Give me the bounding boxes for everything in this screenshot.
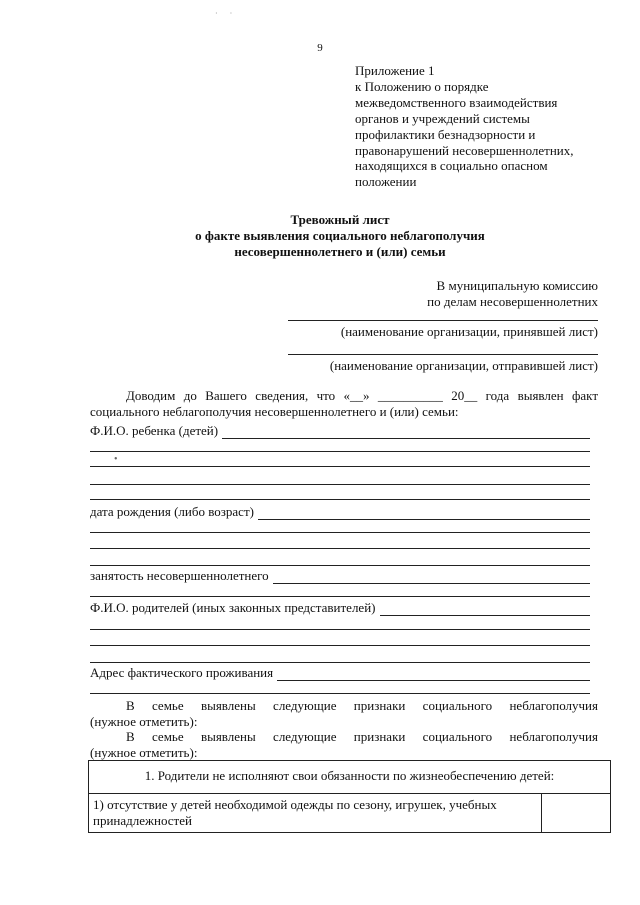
signs-line: В семье выявлены следующие признаки социального неблагополучия [126,698,598,713]
parents-name-label: Ф.И.О. родителей (иных законных представителей) [90,600,376,615]
document-title [80,212,600,260]
title-line: о факте выявления социального неблагополучия [195,228,485,243]
appendix-line: межведомственного взаимодействия [355,94,558,110]
blank-line[interactable] [90,548,590,549]
intro-line: социального неблагополучия несовершеннолетнего и (или) семьи: [90,404,459,419]
birth-date-label: дата рождения (либо возраст) [90,504,254,519]
org-sending-caption: (наименование организации, отправившей лист) [329,358,598,373]
page-number: 9 [317,42,323,54]
blank-line[interactable] [90,451,590,452]
signs-line: (нужное отметить): [90,745,198,760]
occupation-input-line[interactable] [273,571,590,584]
appendix-line: к Положению о порядке [355,78,489,94]
title-line: Тревожный лист [290,212,390,227]
blank-line[interactable] [90,565,590,566]
blank-line[interactable] [90,466,590,467]
address-input-line[interactable] [277,668,590,681]
birth-date-field[interactable] [90,504,590,520]
scan-marks: · · [215,9,233,18]
table-row [89,794,611,833]
signs-line: В семье выявлены следующие признаки социального неблагополучия [126,729,598,744]
org-sending-line[interactable] [288,354,598,355]
birth-date-input-line[interactable] [258,507,590,520]
title-line: несовершеннолетнего и (или) семьи [234,244,446,259]
occupation-label: занятость несовершеннолетнего [90,568,269,583]
intro-paragraph [90,388,598,420]
appendix-line: положении [355,174,417,190]
addressee-line: В муниципальную комиссию [436,278,598,293]
child-name-field[interactable] [90,423,590,439]
sign-checkbox-cell[interactable] [542,794,611,833]
org-receiving-line[interactable] [288,320,598,321]
signs-paragraph-repeat [90,729,598,761]
appendix-line: органов и учреждений системы [355,110,530,126]
blank-line[interactable] [90,499,590,500]
child-name-label: Ф.И.О. ребенка (детей) [90,423,219,438]
address-field[interactable] [90,665,590,681]
blank-line[interactable] [90,532,590,533]
table-header-cell: 1. Родители не исполняют свои обязанности по жизнеобеспечению детей: [89,761,611,794]
signs-line: (нужное отметить): [90,714,198,729]
appendix-line: Приложение 1 [355,63,435,78]
intro-line: Доводим до Вашего сведения, что «__» __________ 20__ года выявлен факт [126,388,598,403]
parents-name-input-line[interactable] [380,603,591,616]
stray-mark: • [114,454,118,465]
appendix-line: находящихся в социально опасном [355,158,548,174]
blank-line[interactable] [90,693,590,694]
org-receiving-caption: (наименование организации, принявшей лист) [340,324,598,339]
addressee-line: по делам несовершеннолетних [427,294,598,309]
blank-line[interactable] [90,629,590,630]
child-name-input-line[interactable] [222,426,590,439]
blank-line[interactable] [90,645,590,646]
appendix-line: профилактики безнадзорности и [355,126,536,142]
signs-table [88,760,611,833]
parents-name-field[interactable] [90,600,590,616]
addressee [300,278,598,310]
blank-line[interactable] [90,484,590,485]
blank-line[interactable] [90,596,590,597]
appendix-header [355,63,615,190]
signs-paragraph [90,698,598,730]
occupation-field[interactable] [90,568,590,584]
address-label: Адрес фактического проживания [90,665,274,680]
sign-text-cell: 1) отсутствие у детей необходимой одежды по сезону, игрушек, учебных принадлежностей [89,794,542,833]
appendix-line: правонарушений несовершеннолетних, [355,142,574,158]
blank-line[interactable] [90,662,590,663]
